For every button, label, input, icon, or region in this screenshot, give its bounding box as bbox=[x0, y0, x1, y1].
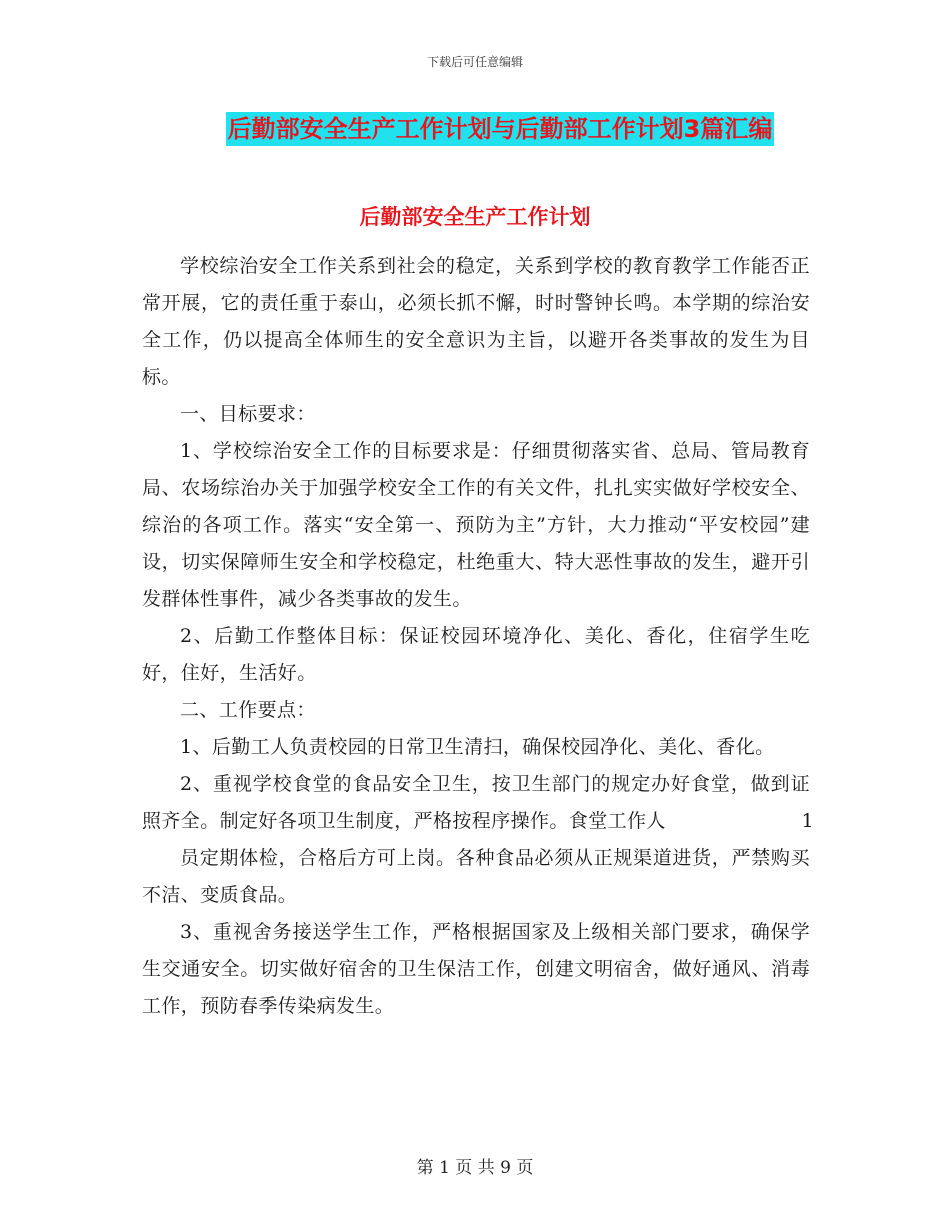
document-body bbox=[142, 248, 814, 1025]
paragraph-point-3: 3、重视舍务接送学生工作，严格根据国家及上级相关部门要求，确保学生交通安全。切实做好宿舍的卫生保洁工作，创建文明宿舍，做好通风、消毒工作，预防春季传染病发生。 bbox=[142, 921, 810, 1017]
paragraph-point-2b: 员定期体检，合格后方可上岗。各种食品必须从正规渠道进货，严禁购买不洁、变质食品。 bbox=[142, 847, 810, 906]
paragraph-point-2a bbox=[142, 766, 814, 840]
inline-page-mark: 1 bbox=[801, 810, 814, 832]
paragraph-goal-1: 1、学校综治安全工作的目标要求是：仔细贯彻落实省、总局、管局教育局、农场综治办关于加强学校安全工作的有关文件，扎扎实实做好学校安全、综治的各项工作。落实“安全第一、预防为主”方针，大力推动“平安校园”建设，切实保障师生安全和学校稳定，杜绝重大、特大恶性事故的发生，避开引发群体性事件，减少各类事故的发生。 bbox=[142, 440, 810, 610]
main-title-wrapper bbox=[0, 112, 950, 146]
paragraph-point-2a-text: 2、重视学校食堂的食品安全卫生，按卫生部门的规定办好食堂，做到证照齐全。制定好各项卫生制度，严格按程序操作。食堂工作人 bbox=[142, 773, 810, 832]
paragraph-goal-2: 2、后勤工作整体目标：保证校园环境净化、美化、香化，住宿学生吃好，住好，生活好。 bbox=[142, 625, 810, 684]
paragraph-intro: 学校综治安全工作关系到社会的稳定，关系到学校的教育教学工作能否正常开展，它的责任重于泰山，必须长抓不懈，时时警钟长鸣。本学期的综治安全工作，仍以提高全体师生的安全意识为主旨，以避开各类事故的发生为目标。 bbox=[142, 255, 810, 388]
page-footer: 第 1 页 共 9 页 bbox=[416, 1158, 534, 1178]
heading-key-points: 二、工作要点： bbox=[180, 699, 316, 721]
document-title: 后勤部安全生产工作计划与后勤部工作计划3篇汇编 bbox=[226, 112, 775, 146]
header-note: 下载后可任意编辑 bbox=[426, 55, 523, 69]
section-title: 后勤部安全生产工作计划 bbox=[359, 205, 591, 229]
heading-goals: 一、目标要求： bbox=[180, 403, 316, 425]
paragraph-point-1: 1、后勤工人负责校园的日常卫生清扫，确保校园净化、美化、香化。 bbox=[180, 736, 775, 758]
